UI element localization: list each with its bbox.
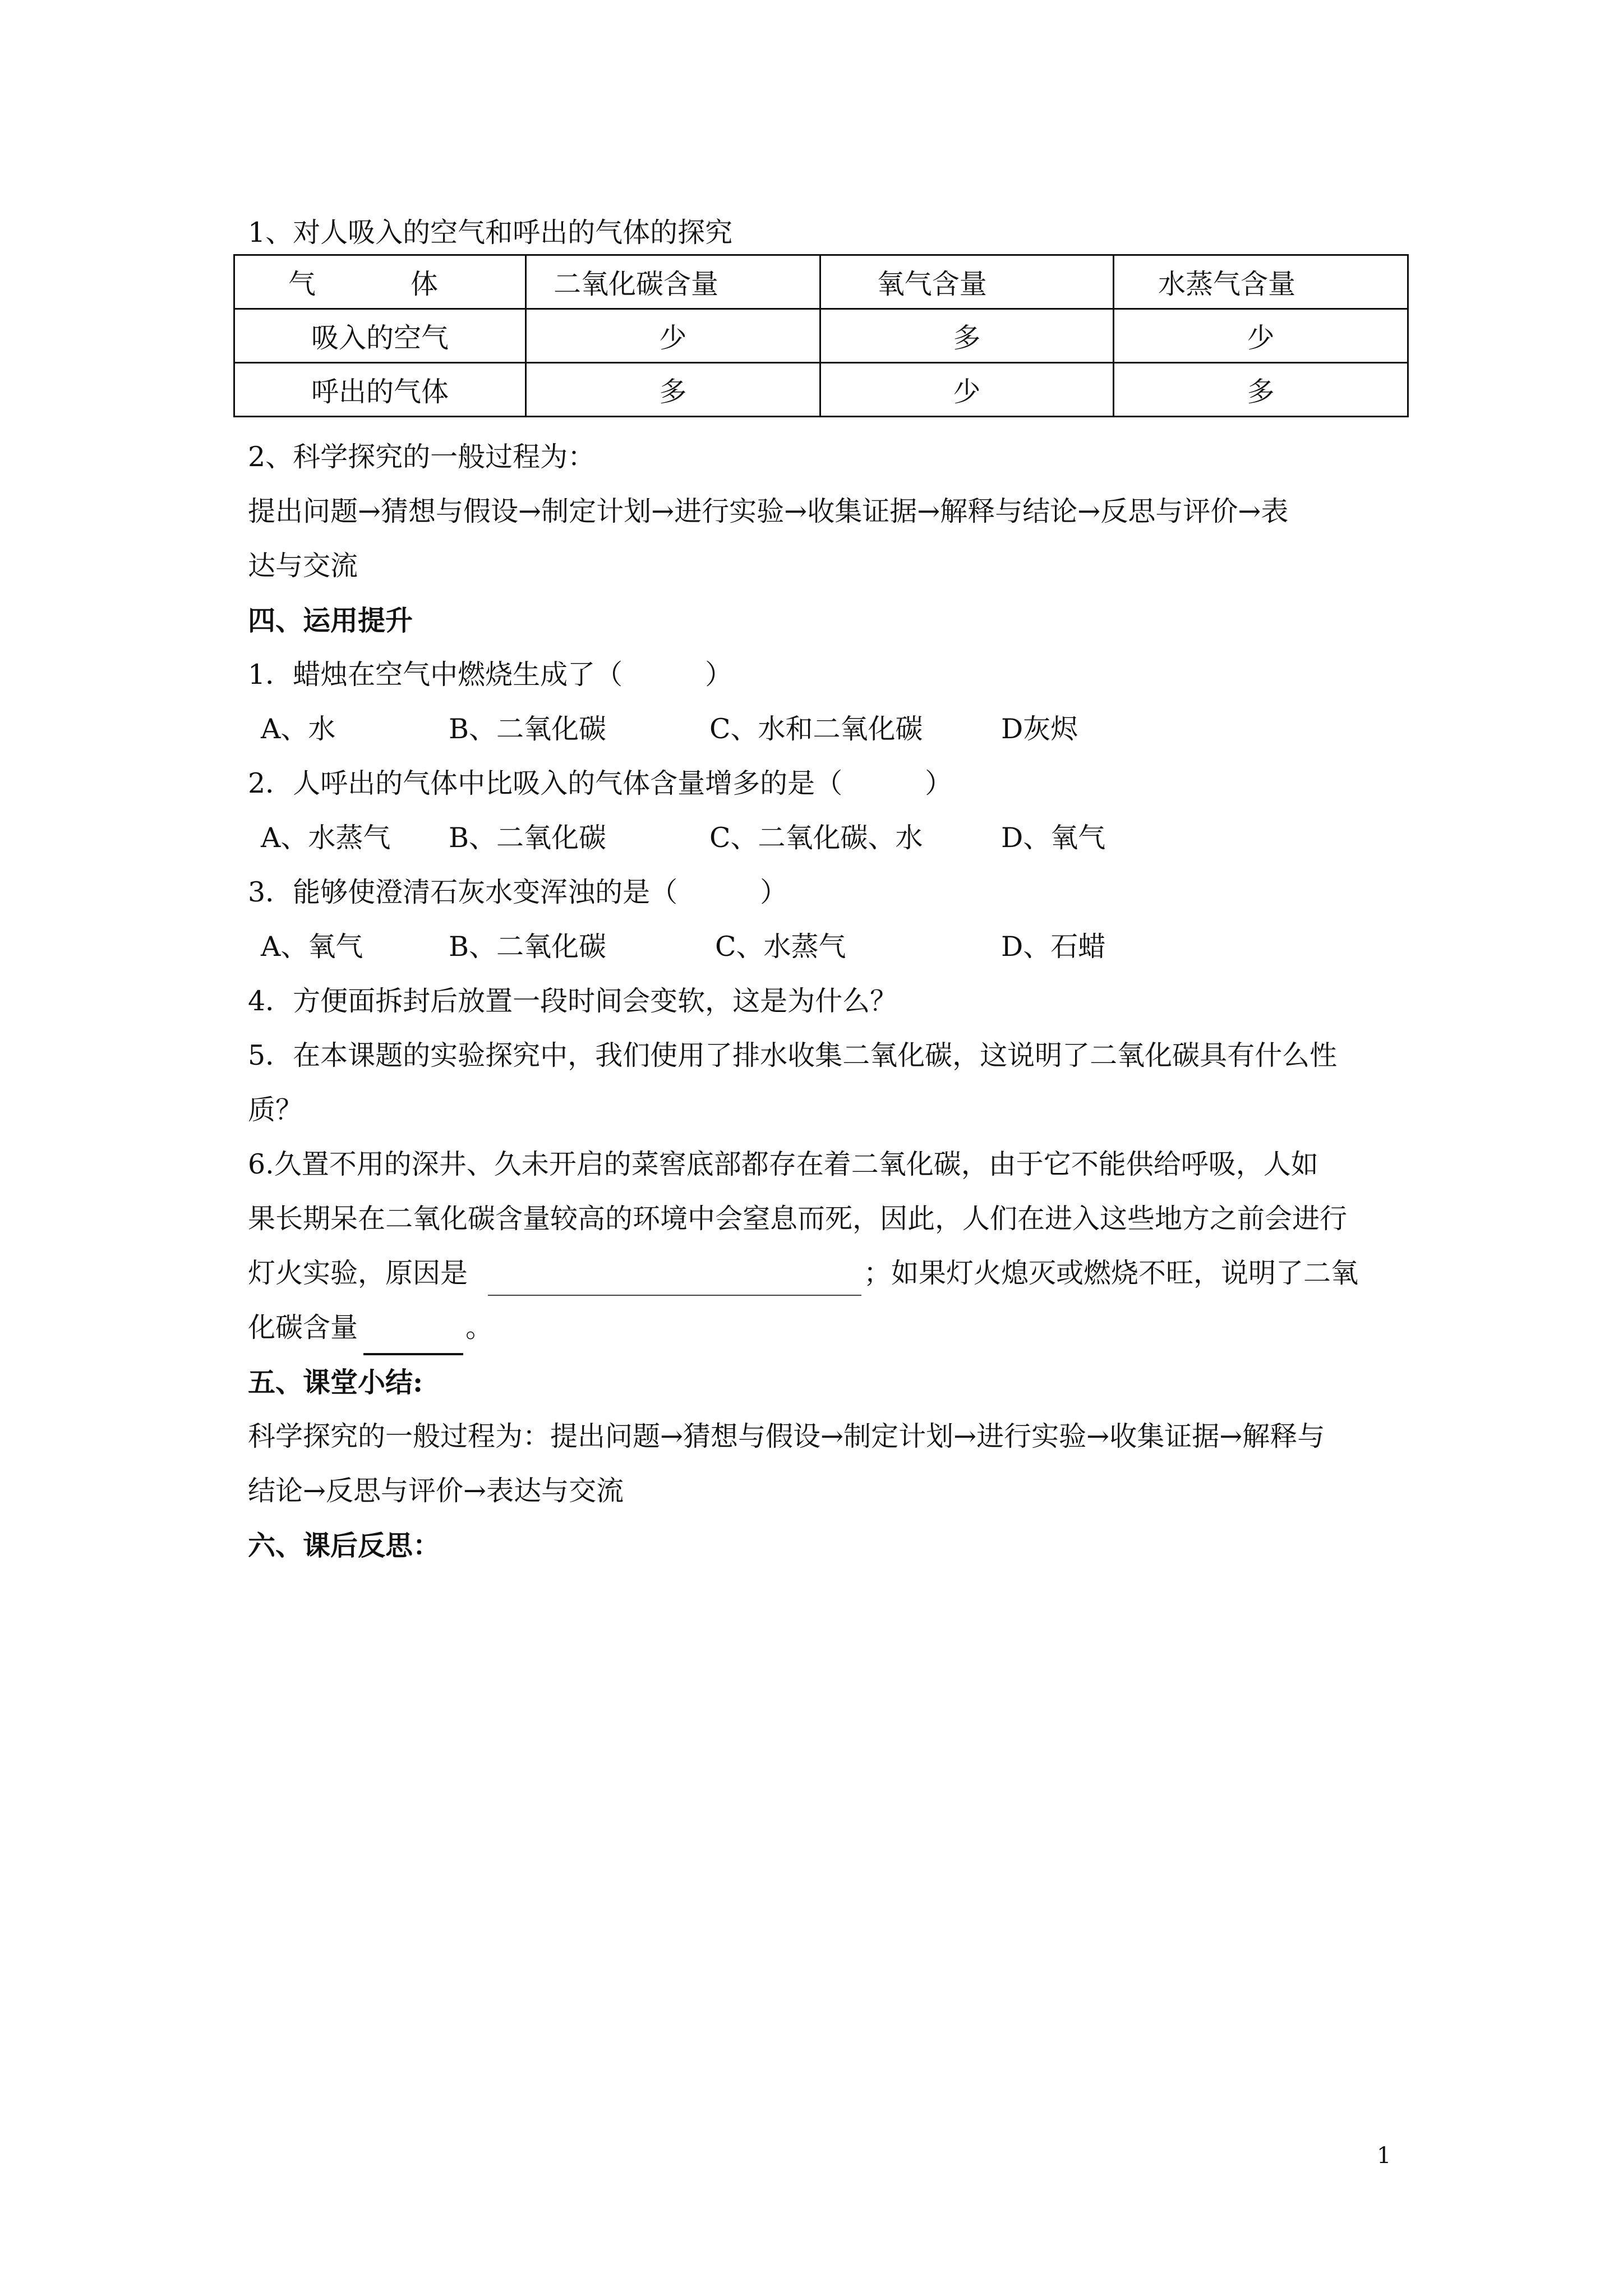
heading-summary: 五、课堂小结: <box>248 1366 423 1398</box>
table-header-cell: 水蒸气含量 <box>1113 255 1408 309</box>
question-3-stem: 3．能够使澄清石灰水变浑浊的是（ ） <box>248 876 788 908</box>
table-header-cell: 氧气含量 <box>820 255 1113 309</box>
table-cell: 吸入的空气 <box>234 309 526 363</box>
q3-option-b: B、二氧化碳 <box>449 931 607 963</box>
table-row <box>234 363 1408 417</box>
table-cell: 少 <box>1113 309 1408 363</box>
table-cell: 多 <box>820 309 1113 363</box>
question-1-stem: 1．蜡烛在空气中燃烧生成了（ ） <box>248 659 733 691</box>
q1-option-a: A、水 <box>261 713 336 745</box>
q2-option-c: C、二氧化碳、水 <box>709 822 923 854</box>
heading-reflection: 六、课后反思： <box>248 1529 441 1562</box>
table-cell: 少 <box>525 309 820 363</box>
answer-blank-reason[interactable] <box>488 1295 861 1296</box>
q3-option-a: A、氧气 <box>261 931 363 963</box>
q1-option-d: D灰烬 <box>1001 713 1078 745</box>
table-cell: 多 <box>1113 363 1408 417</box>
question-6-line3-end: ；如果灯火熄灭或燃烧不旺，说明了二氧 <box>864 1257 1359 1289</box>
question-6-line4-start: 化碳含量 <box>248 1312 358 1343</box>
question-6-line2: 果长期呆在二氧化碳含量较高的环境中会窒息而死，因此，人们在进入这些地方之前会进行 <box>248 1203 1348 1235</box>
page-number: 1 <box>1377 2143 1391 2169</box>
q3-option-c: C、水蒸气 <box>715 931 846 963</box>
gas-comparison-table <box>233 254 1409 417</box>
answer-blank-content[interactable] <box>363 1353 463 1355</box>
question-5-line2: 质？ <box>248 1094 303 1126</box>
table-header-cell <box>234 255 526 309</box>
q1-option-b: B、二氧化碳 <box>449 713 607 745</box>
table-cell: 呼出的气体 <box>234 363 526 417</box>
question-6-line4-end: 。 <box>465 1312 494 1343</box>
heading-application: 四、运用提升 <box>248 604 413 637</box>
section1-title: 1、对人吸入的空气和呼出的气体的探究 <box>248 217 733 249</box>
question-2-stem: 2．人呼出的气体中比吸入的气体含量增多的是（ ） <box>248 767 953 799</box>
q3-option-d: D、石蜡 <box>1001 931 1106 963</box>
table-cell: 多 <box>525 363 820 417</box>
table-cell: 少 <box>820 363 1113 417</box>
section2-text-line2: 达与交流 <box>248 550 358 582</box>
question-6-line3-start: 灯火实验，原因是 <box>248 1257 468 1289</box>
q2-option-d: D、氧气 <box>1001 822 1106 854</box>
section2-text-line1: 提出问题→猜想与假设→制定计划→进行实验→收集证据→解释与结论→反思与评价→表 <box>248 495 1289 527</box>
table-header-row <box>234 255 1408 309</box>
summary-line2: 结论→反思与评价→表达与交流 <box>248 1475 624 1507</box>
summary-line1: 科学探究的一般过程为：提出问题→猜想与假设→制定计划→进行实验→收集证据→解释与 <box>248 1420 1325 1452</box>
section2-title: 2、科学探究的一般过程为： <box>248 441 596 473</box>
table-header-cell: 二氧化碳含量 <box>525 255 820 309</box>
header-gas: 气 体 <box>288 268 472 300</box>
q1-option-c: C、水和二氧化碳 <box>709 713 923 745</box>
question-5-line1: 5．在本课题的实验探究中，我们使用了排水收集二氧化碳，这说明了二氧化碳具有什么性 <box>248 1039 1338 1071</box>
table-row <box>234 309 1408 363</box>
question-4: 4．方便面拆封后放置一段时间会变软，这是为什么？ <box>248 985 898 1017</box>
question-6-line1: 6.久置不用的深井、久未开启的菜窖底部都存在着二氧化碳，由于它不能供给呼吸，人如 <box>248 1148 1318 1180</box>
q2-option-b: B、二氧化碳 <box>449 822 607 854</box>
q2-option-a: A、水蒸气 <box>261 822 391 854</box>
